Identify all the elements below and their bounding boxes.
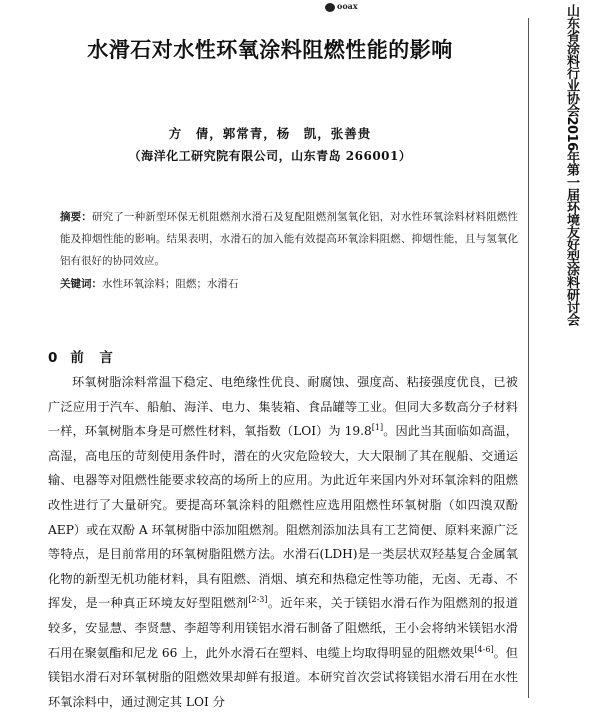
header-logo xyxy=(325,0,371,12)
margin-divider xyxy=(528,18,529,698)
citation-3: [4-6] xyxy=(474,644,494,654)
side-conference-label: 山东省涂料行业协会2016年第一届环境友好型涂料研讨会 xyxy=(564,4,579,326)
affiliation: （海洋化工研究院有限公司，山东青岛 266001） xyxy=(128,149,412,163)
body-text xyxy=(48,370,519,709)
abstract-label: 摘要： xyxy=(60,211,92,223)
section-title: 前 言 xyxy=(70,350,114,366)
body-paragraph xyxy=(48,370,518,714)
keywords xyxy=(60,275,518,293)
paper-title: 水滑石对水性环氧涂料阻燃性能的影响 xyxy=(87,38,453,62)
body-text-run-1: 环氧树脂涂料常温下稳定、电绝缘性优良、耐腐蚀、强度高、粘接强度优良，已被广泛应用于汽车、船舶、海洋、电力、集装箱、食品罐等工业。但同大多数高分子材料一样，环氧树脂本身是可燃性材料，氧指数（LOI）为 19.8 xyxy=(48,375,518,439)
author-list: 方 倩，郭常青，杨 凯，张善贵 xyxy=(168,126,372,141)
citation-1: [1] xyxy=(371,423,384,433)
abstract xyxy=(60,206,518,272)
header-logo-text: ooax xyxy=(337,1,358,11)
section-number: 0 xyxy=(48,350,59,366)
body-text-run-2: 。因此当其面临如高温，高湿，高电压的苛刻使用条件时，潜在的火灾危险较大，大大限制了其在舰船、交通运输、电器等对阻燃性能要求较高的场所上的应用。为此近年来国内外对环氧涂料的阻燃改性进行了大量研究。要提高环氧涂料的阻燃性应选用阻燃性环氧树脂（如四溴双酚 AEP）或在双酚 A 环氧树脂中添加阻燃剂。阻燃剂添加法具有工艺简便、原料来源广泛等特点，是目前常用的环氧树脂阻燃方法。水滑石(LDH)是一类层状双羟基复合金属氧化物的新型无机功能材料，具有阻燃、消烟、填充和热稳定性等功能，无卤、无毒、不挥发，是一种真正环境友好型阻燃剂 xyxy=(48,424,518,611)
citation-2: [2-3] xyxy=(248,595,268,605)
body-text-run-4: 。但镁铝水滑石对环氧树脂的阻燃效果却鲜有报道。本研究首次尝试将镁铝水滑石用在水性环氧涂料中，通过测定其 LOI 分 xyxy=(48,645,518,709)
section-heading xyxy=(48,346,126,366)
logo-blob-icon xyxy=(325,3,335,12)
keywords-label: 关键词： xyxy=(60,278,102,290)
body-text-run-3: 。近年来，关于镁铝水滑石作为阻燃剂的报道较多，安显慧、李贤慧、李超等利用镁铝水滑石制备了阻燃纸，王小会将纳米镁铝水滑石用在聚氨酯和尼龙 66 上，此外水滑石在塑料、电缆上均取得明显的阻燃效果 xyxy=(48,596,519,660)
keywords-text: 水性环氧涂料；阻燃；水滑石 xyxy=(102,278,239,290)
abstract-text: 研究了一种新型环保无机阻燃剂水滑石及复配阻燃剂氢氧化铝，对水性环氧涂料材料阻燃性能及抑烟性能的影响。结果表明，水滑石的加入能有效提高环氧涂料阻燃、抑烟性能，且与氢氧化铝有很好的协同效应。 xyxy=(60,211,519,267)
